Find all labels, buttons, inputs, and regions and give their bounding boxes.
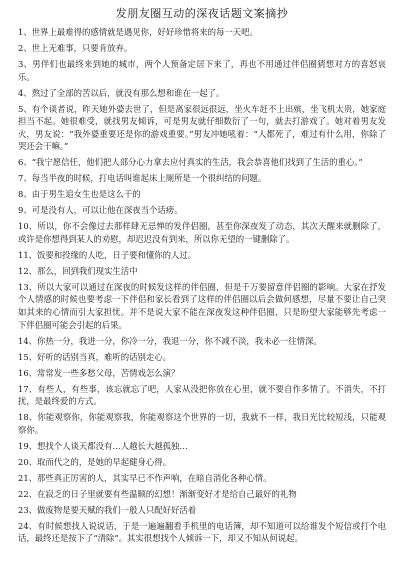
list-item — [18, 456, 386, 469]
item-number: 9、 — [18, 205, 32, 216]
item-number: 3、 — [18, 58, 33, 69]
item-text: 世上无难事，只要肯放弃。 — [31, 42, 133, 53]
item-text: 想找个人谈天都没有…人越长大越孤独… — [37, 440, 188, 451]
item-number: 4、 — [18, 87, 32, 98]
item-number: 24、 — [18, 520, 38, 531]
item-number: 6、 — [18, 157, 32, 168]
list-item — [18, 504, 386, 517]
item-text: 好听的话别当真，难听的话别走心。 — [37, 351, 172, 362]
item-text: 由于男生追女生也是这么干的 — [31, 189, 141, 200]
list-item — [18, 172, 386, 185]
list-item — [18, 220, 386, 245]
list-item — [18, 351, 386, 364]
item-text: 那些真正厉害的人，其实早已不作声响，在暗自消化各种心情。 — [37, 472, 272, 483]
item-list — [18, 26, 386, 545]
list-item — [18, 383, 386, 408]
item-number: 12、 — [18, 265, 38, 276]
item-number: 19、 — [18, 440, 38, 451]
item-text: 取而代之的，是她的早起健身心得。 — [37, 456, 172, 467]
list-item — [18, 156, 386, 169]
item-number: 11、 — [18, 249, 38, 260]
item-number: 16、 — [18, 367, 38, 378]
item-number: 20、 — [18, 456, 38, 467]
item-text: 饭要和投缘的人吃，日子要和懂你的人过。 — [37, 249, 197, 260]
item-number: 18、 — [18, 412, 38, 423]
item-text: 每当半夜的时候，打电话叫谁起床上厕所是一个很纠结的问题。 — [31, 173, 267, 184]
item-number: 14、 — [18, 335, 38, 346]
list-item — [18, 367, 386, 380]
item-text: “我宁愿信任，他们把人部分心力拿去应付真实的生活，我会恭喜他们找到了生活的重心。” — [31, 157, 363, 168]
list-item — [18, 472, 386, 485]
item-text: 所以，你不会像过去那样肆无忌惮的发伴侣圈，甚至你深夜发了动态，其次天醒来就删除了，或许是你想得到某人的劝慰，却迟迟没有到来，所以你无望的一键删除了。 — [18, 221, 386, 244]
list-item — [18, 265, 386, 278]
item-text: 那么，回到我们现实生活中 — [37, 265, 138, 276]
list-item — [18, 411, 386, 436]
list-item — [18, 335, 386, 348]
item-text: 男伴们也最终来到她的城市，两个人预备定居下来了，再也不用通过伴侣圈猜想对方的喜怒哀乐。 — [18, 58, 386, 82]
item-text: 有些人，有些事，该忘就忘了吧，人家从没把你放在心里，就不要自作多情了。不消失，不打扰，是最终爱的方式。 — [18, 383, 386, 407]
item-text: 你能观察你，你能观察我，你能观察这个世界的一切，我就不一样，我日光比较短浅，只能观察你。 — [18, 412, 386, 435]
list-item — [18, 488, 386, 501]
item-number: 8、 — [18, 189, 32, 200]
item-text: 世界上最难得的感情就是遇见你，好好珍惜将来的每一天吧。 — [31, 27, 258, 37]
item-text: 有个谈者说，昨天她外婆去世了，但是离家很远很远，坐火车赶不上出殡，坐飞机太贵，她家庭担当不起。她很难受，就找男友倾诉，可是男友就仔细数衍了一句，就去打游戏了。她对着男友发火，男友说：“我外婆重要还是你的游戏重要。”男友冲她吼着：“人都死了，难过有什么用，你除了哭还会干嘛。” — [18, 103, 386, 152]
item-text: 可是没有人，可以让他在深夜当个话痨。 — [31, 205, 183, 216]
list-item — [18, 440, 386, 453]
item-text: 做废物是要天赋的我们一般人只配好好活着 — [37, 504, 197, 515]
item-text: 熬过了全部的苦以后，就没有那么想和谁在一起了。 — [31, 87, 225, 98]
item-text: 你热一分，我进一分，你冷一分，我退一分，你不减不淡，我未必一往情深。 — [37, 335, 322, 346]
list-item — [18, 103, 386, 153]
item-text: 在寂乏的日子里就要有些温顺的幻想！渐渐变好才是给自己最好的礼物 — [37, 488, 297, 499]
list-item — [18, 249, 386, 262]
list-item — [18, 281, 386, 331]
item-text: 有时候想找人说说话，于是一遍遍翻看手机里的电话簿，却不知道可以给谁发个短信或打个电话，最终还是按下了“清除”。其实很想找个人倾诉一下，却又不知从何说起。 — [18, 520, 386, 544]
item-number: 23、 — [18, 504, 38, 515]
item-number: 22、 — [18, 488, 38, 499]
item-text: 常常发一些多愁父母，苦情戏怎么演？ — [37, 367, 180, 378]
list-item — [18, 520, 386, 545]
item-number: 1、 — [18, 27, 32, 37]
list-item — [18, 42, 386, 55]
item-number: 15、 — [18, 351, 38, 362]
item-text: 所以大家可以通过在深夜的时候发这样的伴侣圈，但是千万要留意伴侣圈的影响。大家在抒发个人情感的时候也要考虑一下伴侣和家长看到了这样的伴侣圈以后会做何感想，尽量不要让自己突如其来的心情而引大家担忧。并不是说大家不能在深夜发这种伴侣圈，只是盼望大家能够先考虑一下伴侣圈可能会引起的后果。 — [18, 281, 386, 330]
list-item — [18, 58, 386, 83]
document-title: 发朋友圈互动的深夜话题文案摘抄 — [115, 7, 289, 20]
list-item — [18, 204, 386, 217]
list-item — [18, 188, 386, 201]
item-number: 17、 — [18, 383, 38, 394]
item-number: 21、 — [18, 472, 38, 483]
list-item — [18, 87, 386, 100]
item-number: 5、 — [18, 103, 32, 114]
item-number: 2、 — [18, 42, 32, 53]
item-number: 10、 — [18, 221, 38, 232]
item-number: 13、 — [18, 281, 38, 292]
list-item — [18, 26, 386, 39]
item-number: 7、 — [18, 173, 32, 184]
